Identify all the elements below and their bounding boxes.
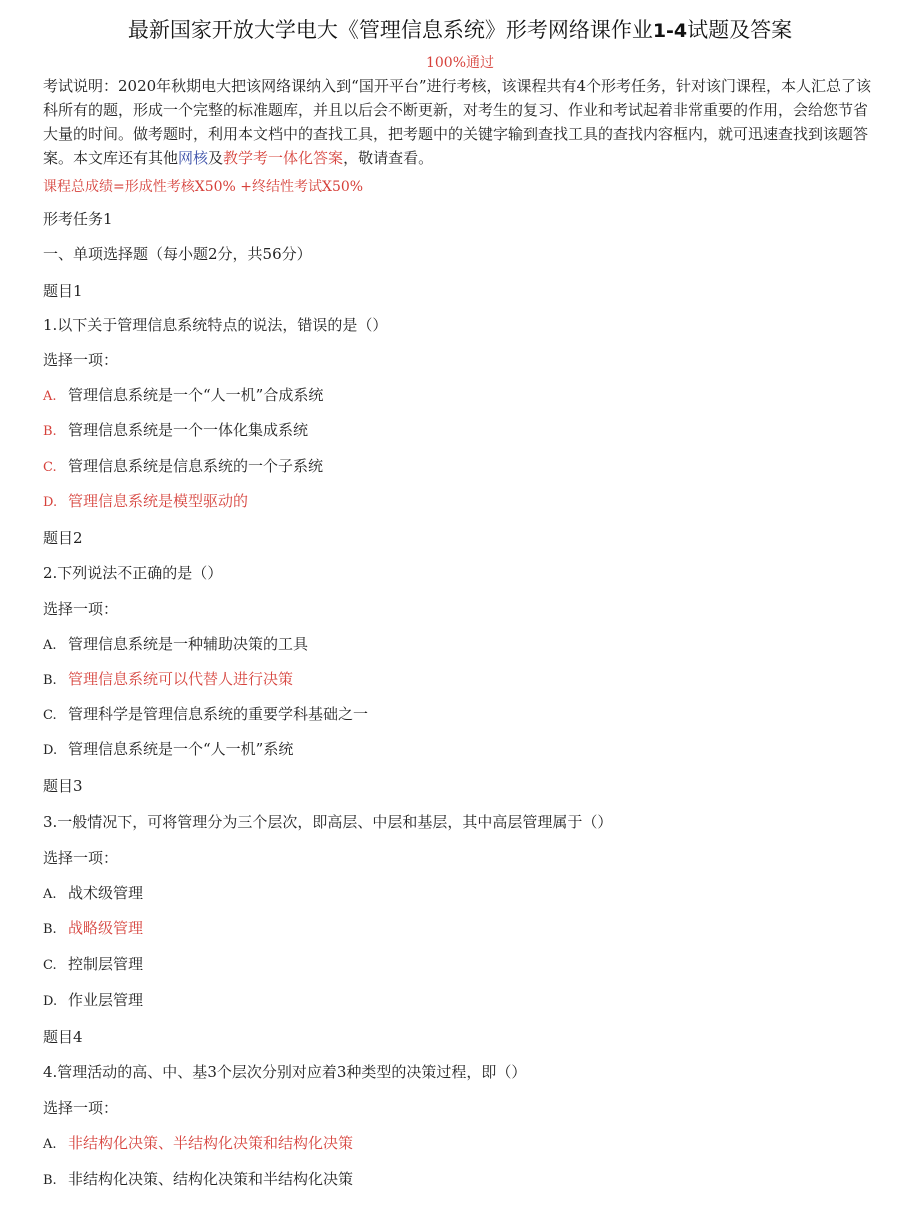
option-c[interactable] xyxy=(43,703,368,724)
title-text-a: 最新国家开放大学电大《管理信息系统》形考网络课作业 xyxy=(127,18,653,42)
question-text: 4.管理活动的高、中、基3个层次分别对应着3种类型的决策过程，即（） xyxy=(43,1063,527,1081)
option-a[interactable] xyxy=(43,633,308,654)
option-text: 管理信息系统是信息系统的一个子系统 xyxy=(68,457,324,475)
option-text: 非结构化决策、半结构化决策和结构化决策 xyxy=(68,1134,354,1152)
option-text: 管理信息系统是一个“人一机”合成系统 xyxy=(68,386,324,404)
document-subtitle: 100%通过 xyxy=(425,55,495,71)
option-d[interactable] xyxy=(43,989,143,1010)
choose-one-label: 选择一项： xyxy=(43,600,119,618)
option-a[interactable] xyxy=(43,384,323,405)
option-b-answer[interactable] xyxy=(43,668,293,689)
intro-paragraph xyxy=(43,74,877,170)
option-letter: C. xyxy=(43,460,57,475)
option-c[interactable] xyxy=(43,953,143,974)
option-text: 非结构化决策、结构化决策和半结构化决策 xyxy=(68,1170,354,1188)
option-text: 战术级管理 xyxy=(68,884,144,902)
option-letter: C. xyxy=(43,958,57,973)
question-label: 题目3 xyxy=(43,777,83,795)
option-letter: A. xyxy=(43,389,57,404)
option-text: 管理信息系统可以代替人进行决策 xyxy=(68,670,294,688)
intro-link-wanghe[interactable]: 网核 xyxy=(178,149,209,167)
section-heading: 一、单项选择题（每小题2分，共56分） xyxy=(43,245,312,263)
option-letter: C. xyxy=(43,708,57,723)
option-text: 管理信息系统是一个一体化集成系统 xyxy=(68,421,309,439)
option-text: 战略级管理 xyxy=(68,919,144,937)
option-letter: A. xyxy=(43,1137,57,1152)
intro-text-mid: 及 xyxy=(208,149,224,167)
question-label: 题目4 xyxy=(43,1028,83,1046)
option-text: 控制层管理 xyxy=(68,955,144,973)
option-letter: D. xyxy=(43,495,58,510)
intro-link-integrated-answers[interactable]: 教学考一体化答案 xyxy=(223,149,344,167)
option-letter: B. xyxy=(43,922,57,937)
question-label: 题目1 xyxy=(43,282,83,300)
choose-one-label: 选择一项： xyxy=(43,849,119,867)
question-text: 3.一般情况下，可将管理分为三个层次，即高层、中层和基层，其中高层管理属于（） xyxy=(43,813,613,831)
question-text: 2.下列说法不正确的是（） xyxy=(43,564,223,582)
option-text: 管理信息系统是模型驱动的 xyxy=(68,492,249,510)
option-letter: A. xyxy=(43,887,57,902)
option-b-answer[interactable] xyxy=(43,917,143,938)
option-letter: A. xyxy=(43,638,57,653)
choose-one-label: 选择一项： xyxy=(43,351,119,369)
intro-text-tail: ，敬请查看。 xyxy=(343,149,434,167)
option-letter: B. xyxy=(43,673,57,688)
option-a[interactable] xyxy=(43,882,143,903)
option-text: 管理信息系统是一个“人一机”系统 xyxy=(68,740,294,758)
option-letter: D. xyxy=(43,743,58,758)
option-letter: D. xyxy=(43,994,58,1009)
option-text: 管理科学是管理信息系统的重要学科基础之一 xyxy=(68,705,369,723)
intro-text: 考试说明：2020年秋期电大把该网络课纳入到“国开平台”进行考核，该课程共有4个形考任务，针对该门课程，本人汇总了该科所有的题，形成一个完整的标准题库，并且以后会不断更新，对考生的复习、作业和考试起着非常重要的作用，会给您节省大量的时间。做考题时，利用本文档中的查找工具，把考题中的关键字输到查找工具的查找内容框内，就可迅速查找到该题答案。本文库还有其他 xyxy=(43,77,872,167)
question-label: 题目2 xyxy=(43,529,83,547)
title-text-c: 试题及答案 xyxy=(687,18,793,42)
choose-one-label: 选择一项： xyxy=(43,1099,119,1117)
option-b[interactable] xyxy=(43,419,308,440)
option-c[interactable] xyxy=(43,455,323,476)
task-heading: 形考任务1 xyxy=(43,210,113,228)
option-text: 作业层管理 xyxy=(68,991,144,1009)
option-a-answer[interactable] xyxy=(43,1132,353,1153)
option-text: 管理信息系统是一种辅助决策的工具 xyxy=(68,635,309,653)
question-text: 1.以下关于管理信息系统特点的说法，错误的是（） xyxy=(43,316,388,334)
grade-formula: 课程总成绩=形成性考核X50% +终结性考试X50% xyxy=(43,179,364,195)
option-letter: B. xyxy=(43,424,57,439)
option-d-answer[interactable] xyxy=(43,490,248,511)
option-d[interactable] xyxy=(43,738,293,759)
document-title xyxy=(0,14,920,44)
option-b[interactable] xyxy=(43,1168,353,1189)
title-text-b: 1-4 xyxy=(652,20,688,42)
option-letter: B. xyxy=(43,1173,57,1188)
